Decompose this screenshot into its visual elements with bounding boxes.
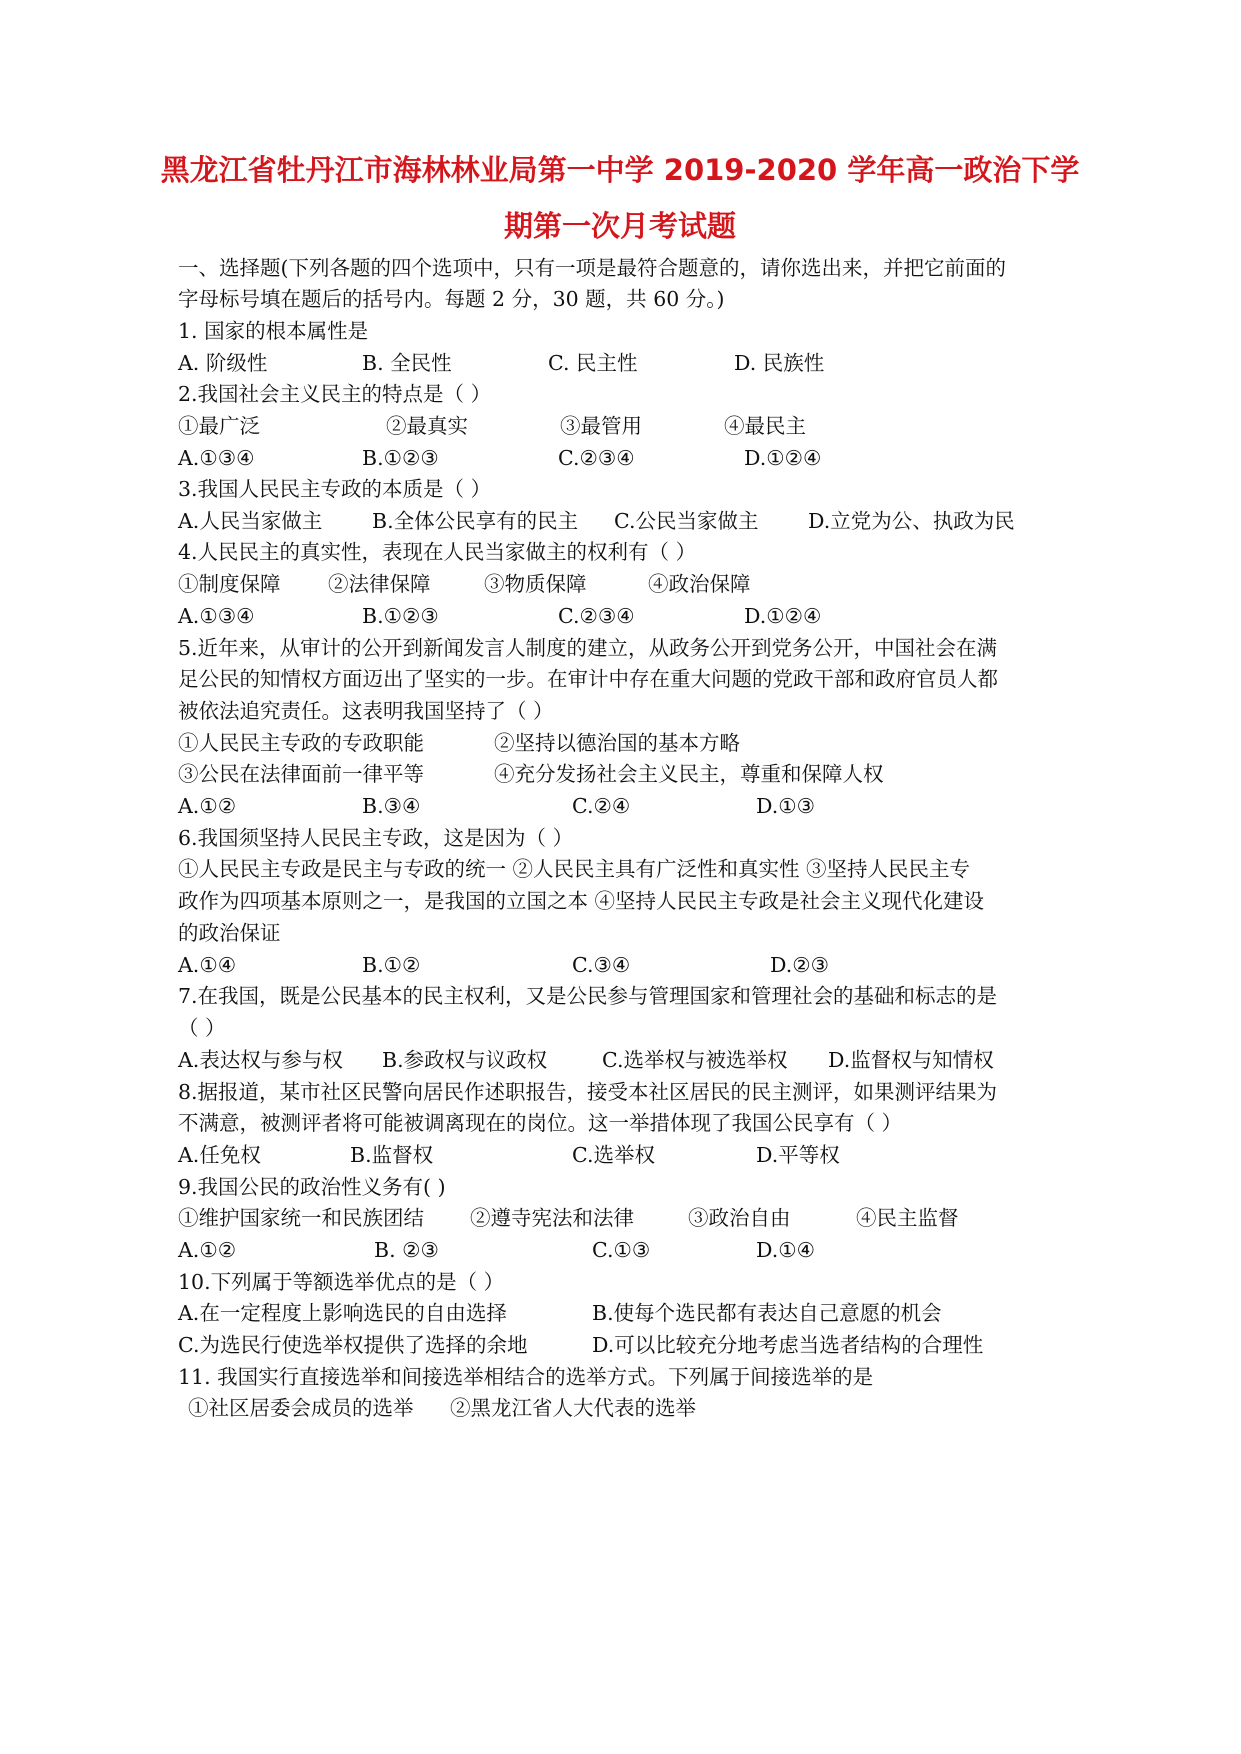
q11-item-1: ①社区居委会成员的选举 <box>188 1396 414 1420</box>
q6-option-d: D.②③ <box>770 953 829 977</box>
q8-option-d: D.平等权 <box>756 1143 840 1167</box>
q9-item-3: ③政治自由 <box>688 1206 791 1230</box>
q10-option-d: D.可以比较充分地考虑当选者结构的合理性 <box>592 1333 984 1357</box>
q5-stem-line-1: 5.近年来，从审计的公开到新闻发言人制度的建立，从政务公开到党务公开，中国社会在满 <box>178 636 998 660</box>
q4-option-b: B.①②③ <box>362 604 439 628</box>
q4-item-2: ②法律保障 <box>328 572 431 596</box>
q5-item-4: ④充分发扬社会主义民主，尊重和保障人权 <box>494 762 884 786</box>
q4-item-3: ③物质保障 <box>484 572 587 596</box>
q5-item-2: ②坚持以德治国的基本方略 <box>494 731 740 755</box>
q1-option-a: A. 阶级性 <box>178 351 268 375</box>
q5-stem-line-2: 足公民的知情权方面迈出了坚实的一步。在审计中存在重大问题的党政干部和政府官员人都 <box>178 667 998 691</box>
q1-option-b: B. 全民性 <box>362 351 452 375</box>
q9-stem: 9.我国公民的政治性义务有( ) <box>178 1175 446 1199</box>
q8-option-a: A.任免权 <box>178 1143 261 1167</box>
q2-option-a: A.①③④ <box>178 446 255 470</box>
q10-stem: 10.下列属于等额选举优点的是（ ） <box>178 1270 505 1294</box>
q3-stem: 3.我国人民民主专政的本质是（ ） <box>178 477 492 501</box>
q7-stem-line-2: （ ） <box>178 1016 226 1040</box>
q4-option-a: A.①③④ <box>178 604 255 628</box>
q2-stem: 2.我国社会主义民主的特点是（ ） <box>178 382 492 406</box>
q6-stem: 6.我国须坚持人民民主专政，这是因为（ ） <box>178 826 574 850</box>
q6-option-a: A.①④ <box>178 953 237 977</box>
q4-stem: 4.人民民主的真实性，表现在人民当家做主的权利有（ ） <box>178 540 697 564</box>
q10-option-a: A.在一定程度上影响选民的自由选择 <box>178 1301 507 1325</box>
q2-item-1: ①最广泛 <box>178 414 260 438</box>
q7-stem-line-1: 7.在我国，既是公民基本的民主权利，又是公民参与管理国家和管理社会的基础和标志的是 <box>178 984 998 1008</box>
q3-option-c: C.公民当家做主 <box>614 509 759 533</box>
q5-stem-line-3: 被依法追究责任。这表明我国坚持了（ ） <box>178 699 554 723</box>
section-instructions-line-1: 一、选择题(下列各题的四个选项中，只有一项是最符合题意的，请你选出来，并把它前面的 <box>178 256 1006 280</box>
q11-stem: 11. 我国实行直接选举和间接选举相结合的选举方式。下列属于间接选举的是 <box>178 1365 874 1389</box>
q5-option-b: B.③④ <box>362 794 421 818</box>
q6-option-c: C.③④ <box>572 953 631 977</box>
q7-option-d: D.监督权与知情权 <box>828 1048 994 1072</box>
q2-option-b: B.①②③ <box>362 446 439 470</box>
q5-option-a: A.①② <box>178 794 237 818</box>
exam-title-line-2: 期第一次月考试题 <box>503 209 736 243</box>
q2-option-d: D.①②④ <box>744 446 822 470</box>
q1-option-d: D. 民族性 <box>734 351 825 375</box>
q1-option-c: C. 民主性 <box>548 351 638 375</box>
q9-item-4: ④民主监督 <box>856 1206 959 1230</box>
section-instructions-line-2: 字母标号填在题后的括号内。每题 2 分，30 题，共 60 分。) <box>178 287 725 311</box>
q10-option-c: C.为选民行使选举权提供了选择的余地 <box>178 1333 528 1357</box>
q6-items-line-1: ①人民民主专政是民主与专政的统一 ②人民民主具有广泛性和真实性 ③坚持人民民主专 <box>178 857 971 881</box>
q3-option-a: A.人民当家做主 <box>178 509 323 533</box>
q4-option-d: D.①②④ <box>744 604 822 628</box>
q5-item-1: ①人民民主专政的专政职能 <box>178 731 424 755</box>
q8-stem-line-1: 8.据报道，某市社区民警向居民作述职报告，接受本社区居民的民主测评，如果测评结果为 <box>178 1080 998 1104</box>
q6-items-line-3: 的政治保证 <box>178 921 281 945</box>
q3-option-b: B.全体公民享有的民主 <box>372 509 579 533</box>
q9-item-1: ①维护国家统一和民族团结 <box>178 1206 424 1230</box>
q4-item-4: ④政治保障 <box>648 572 751 596</box>
q9-item-2: ②遵寺宪法和法律 <box>470 1206 634 1230</box>
q5-option-d: D.①③ <box>756 794 815 818</box>
q9-option-d: D.①④ <box>756 1238 815 1262</box>
q2-item-3: ③最管用 <box>560 414 642 438</box>
q2-item-2: ②最真实 <box>386 414 468 438</box>
q8-option-c: C.选举权 <box>572 1143 655 1167</box>
q7-option-c: C.选举权与被选举权 <box>602 1048 788 1072</box>
q4-option-c: C.②③④ <box>558 604 635 628</box>
q6-option-b: B.①② <box>362 953 421 977</box>
exam-title-line-1: 黑龙江省牡丹江市海林林业局第一中学 2019-2020 学年高一政治下学 <box>160 153 1080 187</box>
q2-item-4: ④最民主 <box>724 414 806 438</box>
q1-stem: 1. 国家的根本属性是 <box>178 319 369 343</box>
q9-option-c: C.①③ <box>592 1238 651 1262</box>
q11-item-2: ②黑龙江省人大代表的选举 <box>450 1396 696 1420</box>
q3-option-d: D.立党为公、执政为民 <box>808 509 1015 533</box>
q8-stem-line-2: 不满意，被测评者将可能被调离现在的岗位。这一举措体现了我国公民享有（ ） <box>178 1111 903 1135</box>
q10-option-b: B.使每个选民都有表达自己意愿的机会 <box>592 1301 942 1325</box>
q4-item-1: ①制度保障 <box>178 572 281 596</box>
q2-option-c: C.②③④ <box>558 446 635 470</box>
q7-option-b: B.参政权与议政权 <box>382 1048 548 1072</box>
q5-option-c: C.②④ <box>572 794 631 818</box>
q7-option-a: A.表达权与参与权 <box>178 1048 343 1072</box>
q8-option-b: B.监督权 <box>350 1143 434 1167</box>
q9-option-a: A.①② <box>178 1238 237 1262</box>
q9-option-b: B. ②③ <box>374 1238 439 1262</box>
q5-item-3: ③公民在法律面前一律平等 <box>178 762 424 786</box>
q6-items-line-2: 政作为四项基本原则之一，是我国的立国之本 ④坚持人民民主专政是社会主义现代化建设 <box>178 889 985 913</box>
